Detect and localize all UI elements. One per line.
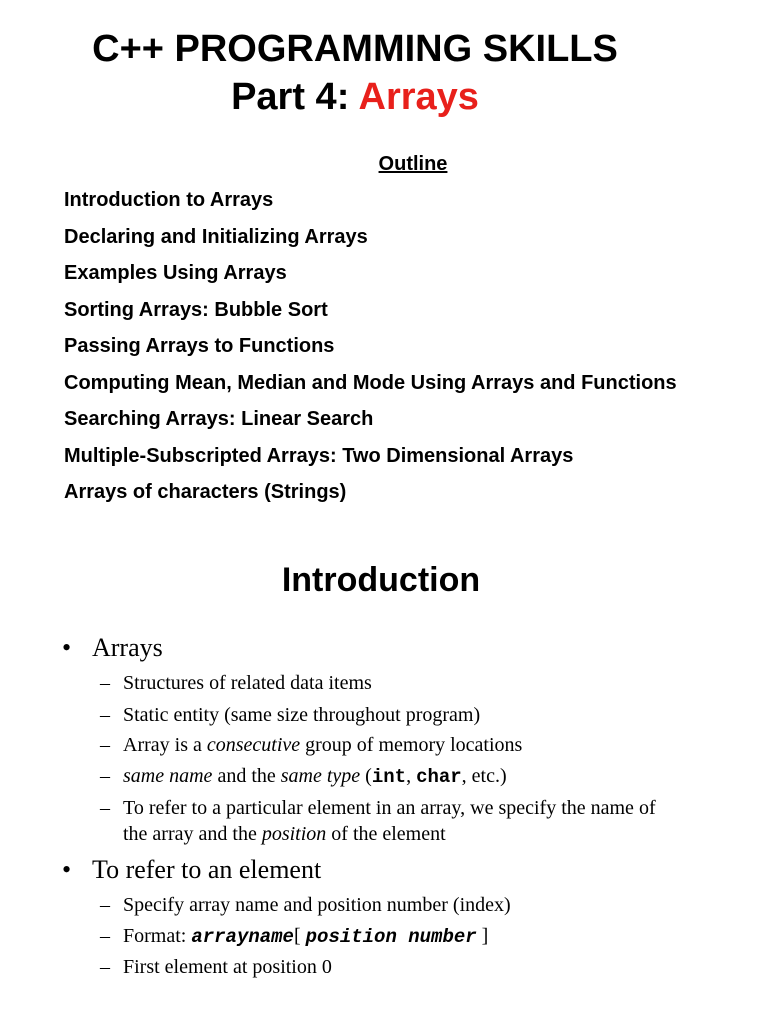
- outline-item: Searching Arrays: Linear Search: [64, 408, 374, 430]
- emphasis-text: position: [261, 823, 327, 845]
- emphasis-text: same name: [123, 765, 213, 787]
- code-identifier: position number: [305, 926, 477, 948]
- text-run: Format:: [123, 925, 192, 947]
- bullet-arrays: [62, 632, 163, 664]
- text-run: (: [360, 765, 372, 787]
- dash-icon: –: [100, 894, 110, 916]
- dash-icon: –: [100, 765, 110, 787]
- outline-item: Declaring and Initializing Arrays: [64, 225, 368, 248]
- text-run: ]: [476, 925, 489, 947]
- introduction-heading: Introduction: [281, 561, 481, 599]
- emphasis-text: same type: [280, 765, 361, 787]
- sub-item-text: [123, 822, 446, 846]
- outline-item: Computing Mean, Median and Mode Using Arrays and Functions: [64, 371, 677, 394]
- title-topic-highlight: Arrays: [358, 76, 479, 118]
- bullet-dot-icon: •: [62, 855, 72, 884]
- outline-item: Arrays of characters (Strings): [64, 481, 347, 503]
- bullet-label: To refer to an element: [92, 855, 322, 884]
- bullet-dot-icon: •: [62, 633, 72, 662]
- bullet-label: Arrays: [92, 633, 163, 662]
- outline-item: Examples Using Arrays: [64, 262, 287, 284]
- text-run: group of memory locations: [300, 734, 523, 756]
- sub-item-text: [123, 924, 488, 949]
- emphasis-text: consecutive: [206, 734, 301, 756]
- text-run: and the: [212, 765, 281, 787]
- page-subtitle: [0, 76, 768, 118]
- sub-item-text: Static entity (same size throughout program): [123, 704, 481, 726]
- sub-item-text: To refer to a particular element in an array, we specify the name of: [123, 797, 656, 819]
- page-title: [0, 28, 768, 70]
- dash-icon: –: [100, 956, 110, 978]
- text-run: ,: [406, 765, 417, 787]
- code-keyword: char: [416, 766, 462, 788]
- sub-item-text: Structures of related data items: [123, 672, 372, 694]
- outline-list: [64, 186, 677, 515]
- text-run: of the element: [326, 823, 446, 845]
- code-identifier: arrayname: [191, 926, 294, 948]
- text-run: Array is a: [123, 734, 207, 756]
- bullet-refer-element: [62, 854, 321, 886]
- outline-item: Introduction to Arrays: [64, 189, 274, 211]
- outline-item: Passing Arrays to Functions: [64, 335, 335, 357]
- text-run: , etc.): [461, 765, 507, 787]
- title-line1: C++ PROGRAMMING SKILLS: [92, 28, 618, 70]
- code-keyword: int: [371, 766, 407, 788]
- outline-heading: Outline: [378, 153, 448, 175]
- title-part-label: Part 4:: [231, 76, 359, 118]
- dash-icon: –: [100, 797, 110, 819]
- text-run: [: [293, 925, 306, 947]
- text-run: the array and the: [123, 823, 262, 845]
- dash-icon: –: [100, 704, 110, 726]
- sub-item-text: Specify array name and position number (index): [123, 894, 511, 916]
- outline-item: Sorting Arrays: Bubble Sort: [64, 298, 328, 321]
- sub-item-text: [123, 764, 507, 789]
- sub-item-text: First element at position 0: [123, 956, 332, 978]
- dash-icon: –: [100, 672, 110, 694]
- sub-item-text: [123, 733, 522, 757]
- dash-icon: –: [100, 734, 110, 756]
- outline-item: Multiple-Subscripted Arrays: Two Dimensional Arrays: [64, 444, 574, 467]
- dash-icon: –: [100, 925, 110, 947]
